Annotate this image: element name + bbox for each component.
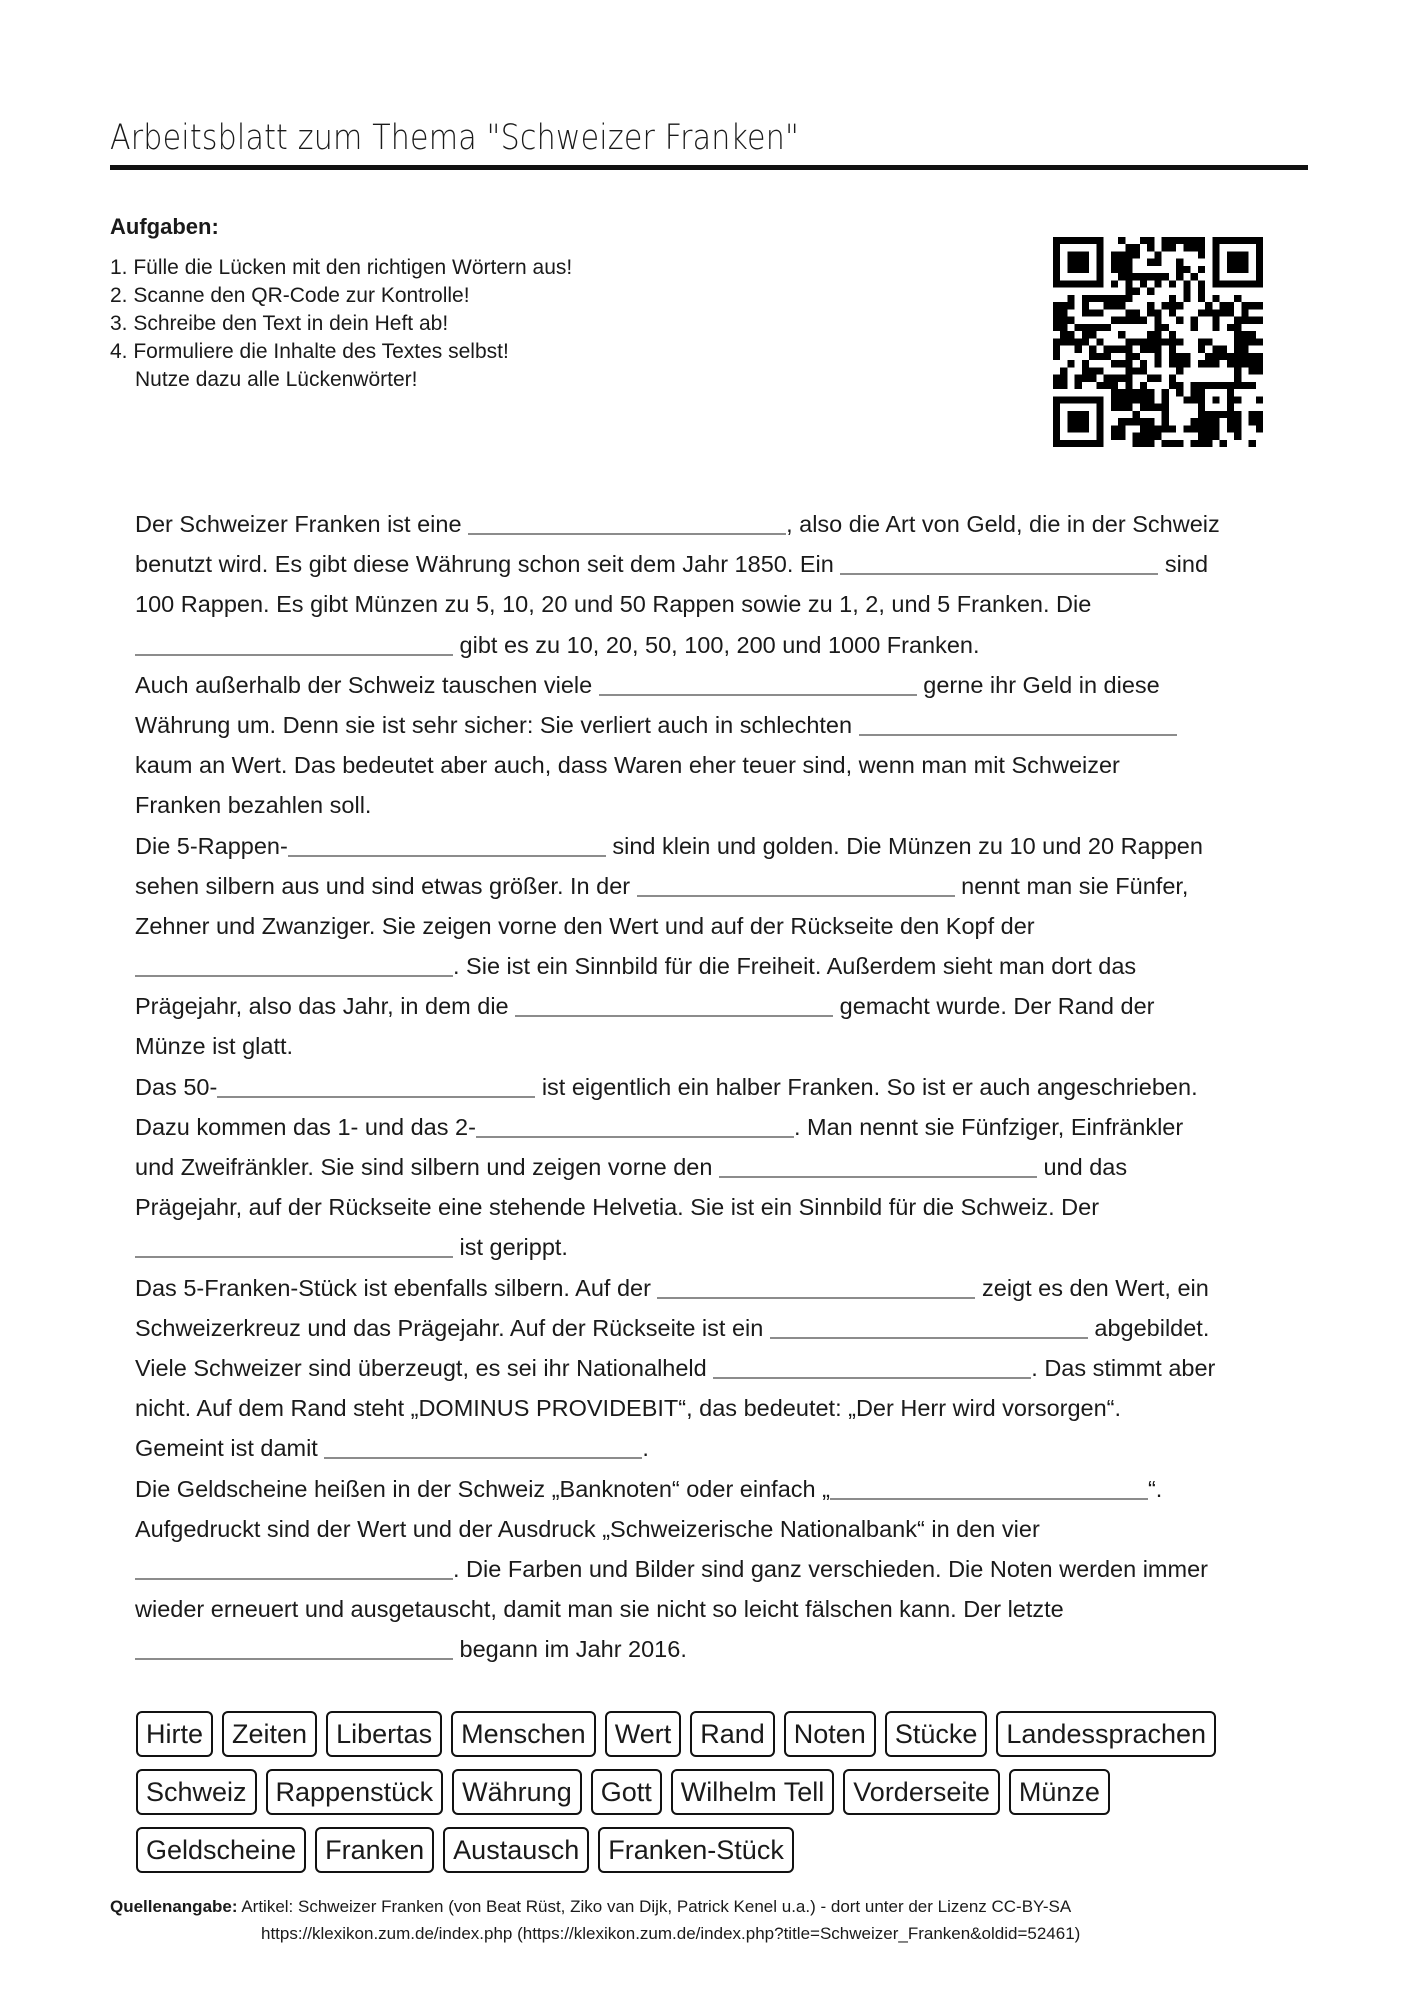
text-segment: Auch außerhalb der Schweiz tauschen viele [135,671,599,698]
word-chip[interactable]: Münze [1009,1769,1110,1815]
text-line [135,986,1295,1026]
page-title: Arbeitsblatt zum Thema "Schweizer Franken" [110,118,799,158]
text-line [135,866,1295,906]
text-segment: Zehner und Zwanziger. Sie zeigen vorne den Wert und auf der Rückseite den Kopf der [135,912,1035,939]
gap-blank[interactable] [468,533,786,535]
text-line [135,504,1295,544]
word-chip[interactable]: Noten [784,1711,876,1757]
text-line [135,544,1295,584]
source-citation [110,1893,1080,1947]
text-segment: sind klein und golden. Die Münzen zu 10 und 20 Rappen [605,832,1203,859]
word-chip[interactable]: Währung [452,1769,582,1815]
text-segment: gibt es zu 10, 20, 50, 100, 200 und 1000 Franken. [453,631,980,658]
word-chip[interactable]: Gott [591,1769,662,1815]
word-chip[interactable]: Libertas [326,1711,442,1757]
text-line [135,906,1295,946]
text-segment: Die Geldscheine heißen in der Schweiz „Banknoten“ oder einfach „ [135,1475,830,1502]
text-segment: “. [1147,1475,1163,1502]
text-segment: Münze ist glatt. [135,1033,294,1060]
text-segment: Schweizerkreuz und das Prägejahr. Auf der Rückseite ist ein [135,1314,770,1341]
source-text: Artikel: Schweizer Franken (von Beat Rüst, Ziko van Dijk, Patrick Kenel u.a.) - dort unter der Lizenz CC-BY-SA [237,1897,1072,1916]
word-chip[interactable]: Schweiz [136,1769,257,1815]
word-bank-row [136,1769,1276,1815]
text-segment: Viele Schweizer sind überzeugt, es sei ihr Nationalheld [135,1354,714,1381]
word-chip[interactable]: Stücke [885,1711,988,1757]
task-list [110,254,572,394]
cloze-text [135,504,1295,1669]
text-line [135,826,1295,866]
text-segment: Das 5-Franken-Stück ist ebenfalls silbern. Auf der [135,1274,658,1301]
text-segment: . Die Farben und Bilder sind ganz verschieden. Die Noten werden immer [453,1555,1208,1582]
word-chip[interactable]: Hirte [136,1711,213,1757]
text-line [135,745,1295,785]
text-segment: ist gerippt. [453,1234,568,1261]
word-chip[interactable]: Rappenstück [266,1769,444,1815]
word-chip[interactable]: Rand [690,1711,775,1757]
text-segment: ist eigentlich ein halber Franken. So ist er auch angeschrieben. [535,1073,1198,1100]
word-bank-row [136,1827,1276,1873]
word-chip[interactable]: Franken-Stück [598,1827,794,1873]
text-line [135,625,1295,665]
text-segment: Dazu kommen das 1- und das 2- [135,1113,476,1140]
text-segment: und das [1036,1154,1128,1180]
word-bank-row [136,1711,1276,1757]
text-segment: Franken bezahlen soll. [135,792,372,819]
text-line [135,1187,1295,1227]
gap-blank[interactable] [217,1096,535,1098]
text-segment: nicht. Auf dem Rand steht „DOMINUS PROVIDEBIT“, das bedeutet: „Der Herr wird vorsorgen“. [135,1395,1122,1422]
text-line [135,946,1295,986]
task-item: 3. Schreibe den Text in dein Heft ab! [110,312,449,335]
word-chip[interactable]: Wert [605,1711,682,1757]
text-segment: nennt man sie Fünfer, [954,872,1189,899]
text-line [135,584,1295,624]
source-url: https://klexikon.zum.de/index.php (https://klexikon.zum.de/index.php?title=Schweizer_Franken&oldid=52461) [261,1924,1081,1943]
text-segment: . [642,1435,649,1462]
task-item-continuation: Nutze dazu alle Lückenwörter! [135,368,418,391]
text-segment: . Sie ist ein Sinnbild für die Freiheit. Außerdem sieht man dort das [453,953,1137,980]
gap-blank[interactable] [719,1176,1037,1178]
text-line [135,1268,1295,1308]
text-line [135,1227,1295,1267]
text-line [135,1589,1295,1629]
qr-code-icon[interactable] [1053,237,1263,447]
text-segment: zeigt es den Wert, ein [975,1274,1209,1301]
text-line [135,1308,1295,1348]
text-segment: sehen silbern aus und sind etwas größer. In der [135,872,637,899]
text-line [135,1147,1295,1187]
word-chip[interactable]: Austausch [443,1827,589,1873]
text-segment: abgebildet. [1087,1314,1210,1341]
text-line [135,1629,1295,1669]
text-segment: Die 5-Rappen- [135,832,288,859]
gap-blank[interactable] [135,975,453,977]
text-segment: Gemeint ist damit [135,1435,325,1462]
source-label: Quellenangabe: [110,1897,238,1916]
text-segment: sind [1158,551,1209,578]
gap-blank[interactable] [830,1498,1148,1500]
text-segment: Währung um. Denn sie ist sehr sicher: Sie verliert auch in schlechten [135,711,859,738]
gap-blank[interactable] [476,1136,794,1138]
text-segment: und Zweifränkler. Sie sind silbern und zeigen vorne den [135,1154,719,1180]
text-segment: Prägejahr, also das Jahr, in dem die [135,993,516,1020]
text-segment: gerne ihr Geld in diese [916,671,1160,698]
text-segment: Der Schweizer Franken ist eine [135,511,469,537]
word-chip[interactable]: Wilhelm Tell [671,1769,835,1815]
gap-blank[interactable] [713,1377,1031,1379]
text-segment: benutzt wird. Es gibt diese Währung schon seit dem Jahr 1850. Ein [135,551,841,578]
text-line [135,1026,1295,1066]
text-segment: Prägejahr, auf der Rückseite eine stehende Helvetia. Sie ist ein Sinnbild für die Schweiz. Der [135,1194,1100,1221]
text-line [135,665,1295,705]
task-item: 1. Fülle die Lücken mit den richtigen Wörtern aus! [110,256,573,279]
gap-blank[interactable] [599,694,917,696]
gap-blank[interactable] [288,855,606,857]
text-segment: 100 Rappen. Es gibt Münzen zu 5, 10, 20 und 50 Rappen sowie zu 1, 2, und 5 Franken. Die [135,591,1092,618]
gap-blank[interactable] [515,1015,833,1017]
gap-blank[interactable] [135,1578,453,1580]
gap-blank[interactable] [840,573,1158,575]
text-line [135,1107,1295,1147]
text-segment: begann im Jahr 2016. [453,1636,687,1663]
text-segment: . Man nennt sie Fünfziger, Einfränkler [793,1113,1184,1140]
gap-blank[interactable] [324,1457,642,1459]
gap-blank[interactable] [135,654,453,656]
text-line [135,1388,1295,1428]
word-chip[interactable]: Zeiten [222,1711,317,1757]
text-line [135,785,1295,825]
text-line [135,1509,1295,1549]
task-item: 4. Formuliere die Inhalte des Textes selbst! [110,340,509,363]
text-segment: Aufgedruckt sind der Wert und der Ausdruck „Schweizerische Nationalbank“ in den vier [135,1515,1040,1542]
word-chip[interactable]: Franken [315,1827,434,1873]
gap-blank[interactable] [657,1297,975,1299]
text-segment: . Das stimmt aber [1031,1354,1216,1381]
text-line [135,1348,1295,1388]
text-line [135,1067,1295,1107]
text-segment: kaum an Wert. Das bedeutet aber auch, dass Waren eher teuer sind, wenn man mit Schweizer [135,752,1120,779]
text-line [135,1469,1295,1509]
text-segment: , also die Art von Geld, die in der Schweiz [786,511,1220,537]
text-line [135,1549,1295,1589]
text-line [135,1428,1295,1468]
tasks-heading: Aufgaben: [110,214,219,239]
text-segment: wieder erneuert und ausgetauscht, damit man sie nicht so leicht fälschen kann. Der letzte [135,1596,1064,1623]
gap-blank[interactable] [859,734,1177,736]
word-bank [136,1711,1276,1885]
gap-blank[interactable] [770,1337,1088,1339]
word-chip[interactable]: Vorderseite [843,1769,1000,1815]
gap-blank[interactable] [637,895,955,897]
gap-blank[interactable] [135,1658,453,1660]
gap-blank[interactable] [135,1256,453,1258]
word-chip[interactable]: Menschen [451,1711,596,1757]
text-line [135,705,1295,745]
task-item: 2. Scanne den QR-Code zur Kontrolle! [110,284,470,307]
text-segment: gemacht wurde. Der Rand der [833,993,1155,1020]
word-chip[interactable]: Landessprachen [996,1711,1216,1757]
title-underline [110,165,1308,170]
word-chip[interactable]: Geldscheine [136,1827,306,1873]
text-segment: Das 50- [135,1073,218,1100]
